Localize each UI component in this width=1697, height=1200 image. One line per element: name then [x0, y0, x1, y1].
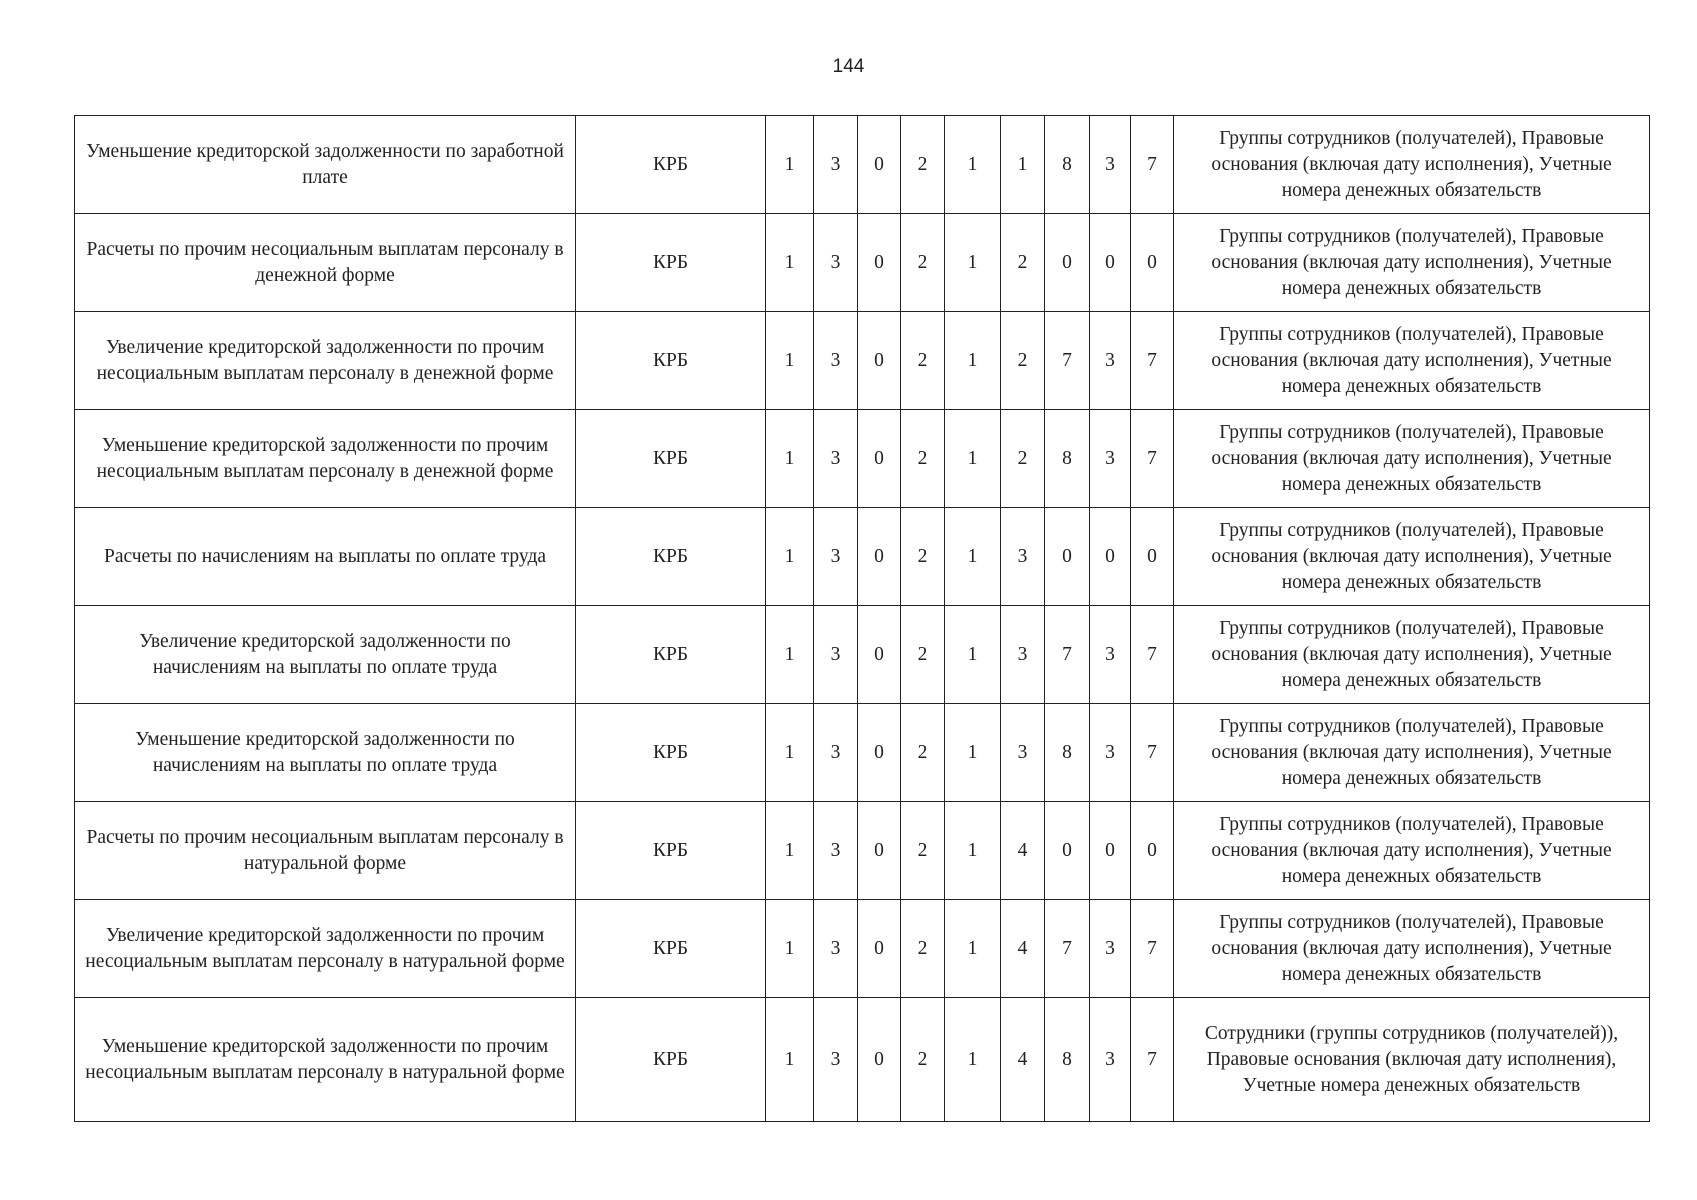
account-digit-cell: 1: [766, 606, 814, 704]
account-digit-cell: 7: [1045, 606, 1090, 704]
account-digit-cell: 4: [1001, 998, 1045, 1122]
account-name-cell: Расчеты по начислениям на выплаты по оплате труда: [75, 508, 576, 606]
analytics-notes-cell: Группы сотрудников (получателей), Правовые основания (включая дату исполнения), Учетные номера денежных обязательств: [1174, 214, 1650, 312]
table-row: [75, 704, 1650, 802]
analytics-notes-cell: Группы сотрудников (получателей), Правовые основания (включая дату исполнения), Учетные номера денежных обязательств: [1174, 900, 1650, 998]
account-code-cell: КРБ: [576, 606, 766, 704]
account-digit-cell: 1: [945, 312, 1001, 410]
account-digit-cell: 3: [1001, 508, 1045, 606]
account-code-cell: КРБ: [576, 410, 766, 508]
account-digit-cell: 3: [814, 116, 858, 214]
account-digit-cell: 0: [858, 116, 901, 214]
account-digit-cell: 3: [814, 312, 858, 410]
account-digit-cell: 4: [1001, 900, 1045, 998]
account-digit-cell: 1: [945, 802, 1001, 900]
account-digit-cell: 3: [1001, 606, 1045, 704]
analytics-notes-cell: Сотрудники (группы сотрудников (получателей)), Правовые основания (включая дату исполнения), Учетные номера денежных обязательств: [1174, 998, 1650, 1122]
account-digit-cell: 3: [1090, 900, 1131, 998]
account-code-cell: КРБ: [576, 704, 766, 802]
account-digit-cell: 2: [1001, 312, 1045, 410]
account-digit-cell: 0: [858, 900, 901, 998]
account-digit-cell: 7: [1131, 998, 1174, 1122]
account-name-cell: Уменьшение кредиторской задолженности по прочим несоциальным выплатам персоналу в денежной форме: [75, 410, 576, 508]
account-digit-cell: 7: [1131, 410, 1174, 508]
account-digit-cell: 0: [858, 508, 901, 606]
account-digit-cell: 0: [1045, 802, 1090, 900]
table-row: [75, 606, 1650, 704]
account-digit-cell: 0: [1045, 508, 1090, 606]
analytics-notes-cell: Группы сотрудников (получателей), Правовые основания (включая дату исполнения), Учетные номера денежных обязательств: [1174, 508, 1650, 606]
account-digit-cell: 2: [901, 998, 945, 1122]
account-digit-cell: 0: [858, 312, 901, 410]
account-digit-cell: 0: [1131, 214, 1174, 312]
account-name-cell: Увеличение кредиторской задолженности по прочим несоциальным выплатам персоналу в денежной форме: [75, 312, 576, 410]
account-digit-cell: 0: [1090, 802, 1131, 900]
account-digit-cell: 1: [766, 410, 814, 508]
table-row: [75, 312, 1650, 410]
account-digit-cell: 3: [1090, 312, 1131, 410]
account-digit-cell: 0: [1045, 214, 1090, 312]
account-digit-cell: 2: [901, 606, 945, 704]
account-digit-cell: 1: [766, 704, 814, 802]
table-row: [75, 116, 1650, 214]
accounts-table: [74, 115, 1650, 1122]
account-digit-cell: 3: [1090, 704, 1131, 802]
account-digit-cell: 3: [1090, 410, 1131, 508]
account-code-cell: КРБ: [576, 312, 766, 410]
account-digit-cell: 7: [1131, 116, 1174, 214]
account-digit-cell: 2: [1001, 214, 1045, 312]
account-digit-cell: 7: [1131, 606, 1174, 704]
account-digit-cell: 0: [858, 214, 901, 312]
table-row: [75, 214, 1650, 312]
account-digit-cell: 1: [945, 900, 1001, 998]
account-digit-cell: 3: [814, 410, 858, 508]
account-digit-cell: 8: [1045, 116, 1090, 214]
account-digit-cell: 3: [1090, 116, 1131, 214]
table-body: [75, 116, 1650, 1122]
account-digit-cell: 0: [858, 704, 901, 802]
account-digit-cell: 2: [901, 508, 945, 606]
account-digit-cell: 3: [814, 704, 858, 802]
account-digit-cell: 4: [1001, 802, 1045, 900]
analytics-notes-cell: Группы сотрудников (получателей), Правовые основания (включая дату исполнения), Учетные номера денежных обязательств: [1174, 312, 1650, 410]
account-name-cell: Уменьшение кредиторской задолженности по заработной плате: [75, 116, 576, 214]
account-digit-cell: 0: [1090, 508, 1131, 606]
account-digit-cell: 1: [766, 508, 814, 606]
account-name-cell: Увеличение кредиторской задолженности по начислениям на выплаты по оплате труда: [75, 606, 576, 704]
analytics-notes-cell: Группы сотрудников (получателей), Правовые основания (включая дату исполнения), Учетные номера денежных обязательств: [1174, 116, 1650, 214]
account-digit-cell: 1: [766, 802, 814, 900]
account-digit-cell: 7: [1131, 312, 1174, 410]
account-digit-cell: 1: [945, 214, 1001, 312]
account-digit-cell: 7: [1045, 900, 1090, 998]
account-name-cell: Расчеты по прочим несоциальным выплатам персоналу в натуральной форме: [75, 802, 576, 900]
account-digit-cell: 1: [945, 508, 1001, 606]
account-code-cell: КРБ: [576, 802, 766, 900]
analytics-notes-cell: Группы сотрудников (получателей), Правовые основания (включая дату исполнения), Учетные номера денежных обязательств: [1174, 410, 1650, 508]
account-digit-cell: 1: [1001, 116, 1045, 214]
account-digit-cell: 2: [901, 410, 945, 508]
account-code-cell: КРБ: [576, 214, 766, 312]
account-name-cell: Уменьшение кредиторской задолженности по прочим несоциальным выплатам персоналу в натуральной форме: [75, 998, 576, 1122]
account-digit-cell: 3: [814, 508, 858, 606]
account-digit-cell: 1: [766, 900, 814, 998]
account-digit-cell: 1: [766, 214, 814, 312]
account-digit-cell: 1: [766, 998, 814, 1122]
account-digit-cell: 8: [1045, 998, 1090, 1122]
account-digit-cell: 2: [901, 214, 945, 312]
account-digit-cell: 1: [945, 410, 1001, 508]
account-digit-cell: 2: [901, 900, 945, 998]
account-digit-cell: 0: [1131, 802, 1174, 900]
account-digit-cell: 2: [1001, 410, 1045, 508]
table-row: [75, 802, 1650, 900]
analytics-notes-cell: Группы сотрудников (получателей), Правовые основания (включая дату исполнения), Учетные номера денежных обязательств: [1174, 704, 1650, 802]
account-code-cell: КРБ: [576, 508, 766, 606]
account-digit-cell: 0: [858, 606, 901, 704]
account-digit-cell: 1: [945, 116, 1001, 214]
page-number: 144: [832, 56, 865, 77]
account-digit-cell: 3: [814, 606, 858, 704]
account-digit-cell: 2: [901, 312, 945, 410]
account-digit-cell: 3: [814, 900, 858, 998]
table-row: [75, 410, 1650, 508]
account-digit-cell: 1: [766, 116, 814, 214]
account-digit-cell: 1: [945, 704, 1001, 802]
account-digit-cell: 0: [1090, 214, 1131, 312]
table-row: [75, 508, 1650, 606]
account-digit-cell: 0: [858, 998, 901, 1122]
analytics-notes-cell: Группы сотрудников (получателей), Правовые основания (включая дату исполнения), Учетные номера денежных обязательств: [1174, 802, 1650, 900]
account-name-cell: Увеличение кредиторской задолженности по прочим несоциальным выплатам персоналу в натуральной форме: [75, 900, 576, 998]
account-code-cell: КРБ: [576, 900, 766, 998]
analytics-notes-cell: Группы сотрудников (получателей), Правовые основания (включая дату исполнения), Учетные номера денежных обязательств: [1174, 606, 1650, 704]
account-name-cell: Расчеты по прочим несоциальным выплатам персоналу в денежной форме: [75, 214, 576, 312]
account-digit-cell: 0: [858, 410, 901, 508]
account-digit-cell: 2: [901, 704, 945, 802]
account-code-cell: КРБ: [576, 998, 766, 1122]
account-digit-cell: 3: [814, 214, 858, 312]
account-digit-cell: 8: [1045, 410, 1090, 508]
table-row: [75, 998, 1650, 1122]
account-digit-cell: 2: [901, 802, 945, 900]
account-digit-cell: 0: [1131, 508, 1174, 606]
account-digit-cell: 7: [1045, 312, 1090, 410]
account-digit-cell: 3: [1090, 606, 1131, 704]
account-digit-cell: 7: [1131, 704, 1174, 802]
account-digit-cell: 1: [945, 606, 1001, 704]
account-digit-cell: 2: [901, 116, 945, 214]
account-digit-cell: 7: [1131, 900, 1174, 998]
account-digit-cell: 8: [1045, 704, 1090, 802]
account-digit-cell: 1: [766, 312, 814, 410]
account-digit-cell: 0: [858, 802, 901, 900]
account-digit-cell: 1: [945, 998, 1001, 1122]
account-code-cell: КРБ: [576, 116, 766, 214]
account-digit-cell: 3: [1001, 704, 1045, 802]
account-digit-cell: 3: [814, 802, 858, 900]
table-row: [75, 900, 1650, 998]
account-name-cell: Уменьшение кредиторской задолженности по начислениям на выплаты по оплате труда: [75, 704, 576, 802]
account-digit-cell: 3: [814, 998, 858, 1122]
account-digit-cell: 3: [1090, 998, 1131, 1122]
